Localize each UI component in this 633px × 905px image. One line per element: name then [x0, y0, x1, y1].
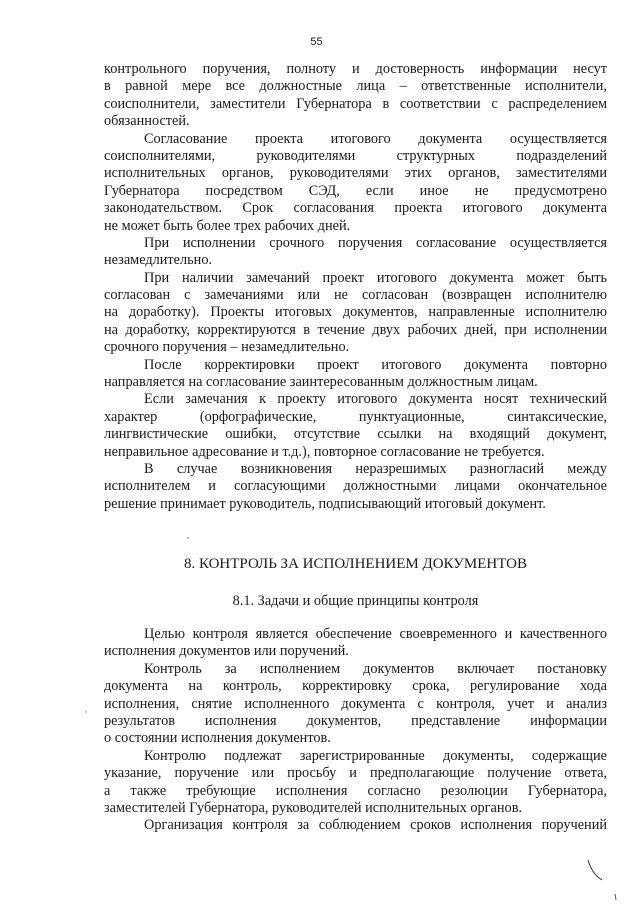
pen-stroke-mark [586, 858, 606, 884]
text-line: исполнителем и согласующими должностными лицами окончательное [104, 478, 607, 495]
body-text-block-1 [104, 61, 607, 513]
text-line: решение принимает руководитель, подписывающий итоговый документ. [104, 495, 546, 512]
body-text-block-2 [104, 626, 607, 835]
text-line: характер (орфографические, пунктуационные, синтаксические, [104, 408, 607, 425]
text-line: исполнения, снятие исполненного документа с контроля, учет и анализ [104, 695, 607, 712]
text-line: согласован с замечаниями или не согласован (возвращен исполнителю [104, 287, 607, 304]
text-line: В случае возникновения неразрешимых разногласий между [144, 460, 607, 477]
text-line: исполнительных органов, руководителями этих органов, заместителями [104, 165, 607, 182]
text-line: указание, поручение или просьбу и предполагающие получение ответа, [104, 765, 607, 782]
text-line: о состоянии исполнения документов. [104, 730, 331, 747]
text-line: Губернатора посредством СЭД, если иное не предусмотрено [104, 182, 607, 199]
text-line: Контролю подлежат зарегистрированные документы, содержащие [144, 747, 607, 764]
scan-speck [613, 893, 619, 901]
text-line: на доработку). Проекты итоговых документов, направленные исполнителю [104, 304, 607, 321]
text-line: соисполнители, заместители Губернатора в соответствии с распределением [104, 95, 607, 112]
text-line: не может быть более трех рабочих дней. [104, 217, 351, 234]
text-line: Организация контроля за соблюдением сроков исполнения поручений [144, 817, 607, 834]
text-line: Если замечания к проекту итогового документа носят технический [144, 391, 607, 408]
text-line: исполнения документов или поручений. [104, 643, 349, 660]
text-line: При исполнении срочного поручения согласование осуществляется [144, 234, 607, 251]
text-line: Контроль за исполнением документов включает постановку [144, 660, 607, 677]
scan-speck [186, 536, 190, 540]
text-line: незамедлительно. [104, 252, 213, 269]
text-line: Целью контроля является обеспечение своевременного и качественного [144, 626, 607, 642]
text-line: результатов исполнения документов, представление информации [104, 712, 607, 729]
text-line: законодательством. Срок согласования проекта итогового документа [104, 200, 607, 217]
subsection-heading: 8.1. Задачи и общие принципы контроля [232, 593, 479, 609]
section-heading: 8. КОНТРОЛЬ ЗА ИСПОЛНЕНИЕМ ДОКУМЕНТОВ [183, 556, 528, 572]
text-line: документа на контроль, корректировку срока, регулирование хода [104, 678, 607, 695]
text-line: направляется на согласование заинтересованным должностным лицам. [104, 374, 538, 391]
text-line: соисполнителями, руководителями структурных подразделений [104, 147, 607, 164]
text-line: контрольного поручения, полноту и достоверность информации несут [104, 61, 607, 77]
text-line: на доработку, корректируются в течение двух рабочих дней, при исполнении [104, 321, 607, 338]
text-line: заместителей Губернатора, руководителей исполнительных органов. [104, 799, 523, 816]
text-line: неправильное адресование и т.д.), повторное согласование не требуется. [104, 443, 545, 460]
text-line: При наличии замечаний проект итогового документа может быть [144, 269, 607, 286]
text-line: После корректировки проект итогового документа повторно [144, 356, 607, 373]
text-line: а также требующие исполнения согласно резолюции Губернатора, [104, 782, 607, 799]
page-number: 55 [310, 36, 323, 48]
text-line: Согласование проекта итогового документа осуществляется [144, 130, 607, 147]
text-line: обязанностей. [104, 113, 190, 130]
text-line: срочного поручения – незамедлительно. [104, 339, 350, 356]
scan-speck [84, 710, 88, 714]
text-line: лингвистические ошибки, отсутствие ссылки на входящий документ, [104, 426, 607, 443]
text-line: в равной мере все должностные лица – ответственные исполнители, [104, 78, 607, 95]
